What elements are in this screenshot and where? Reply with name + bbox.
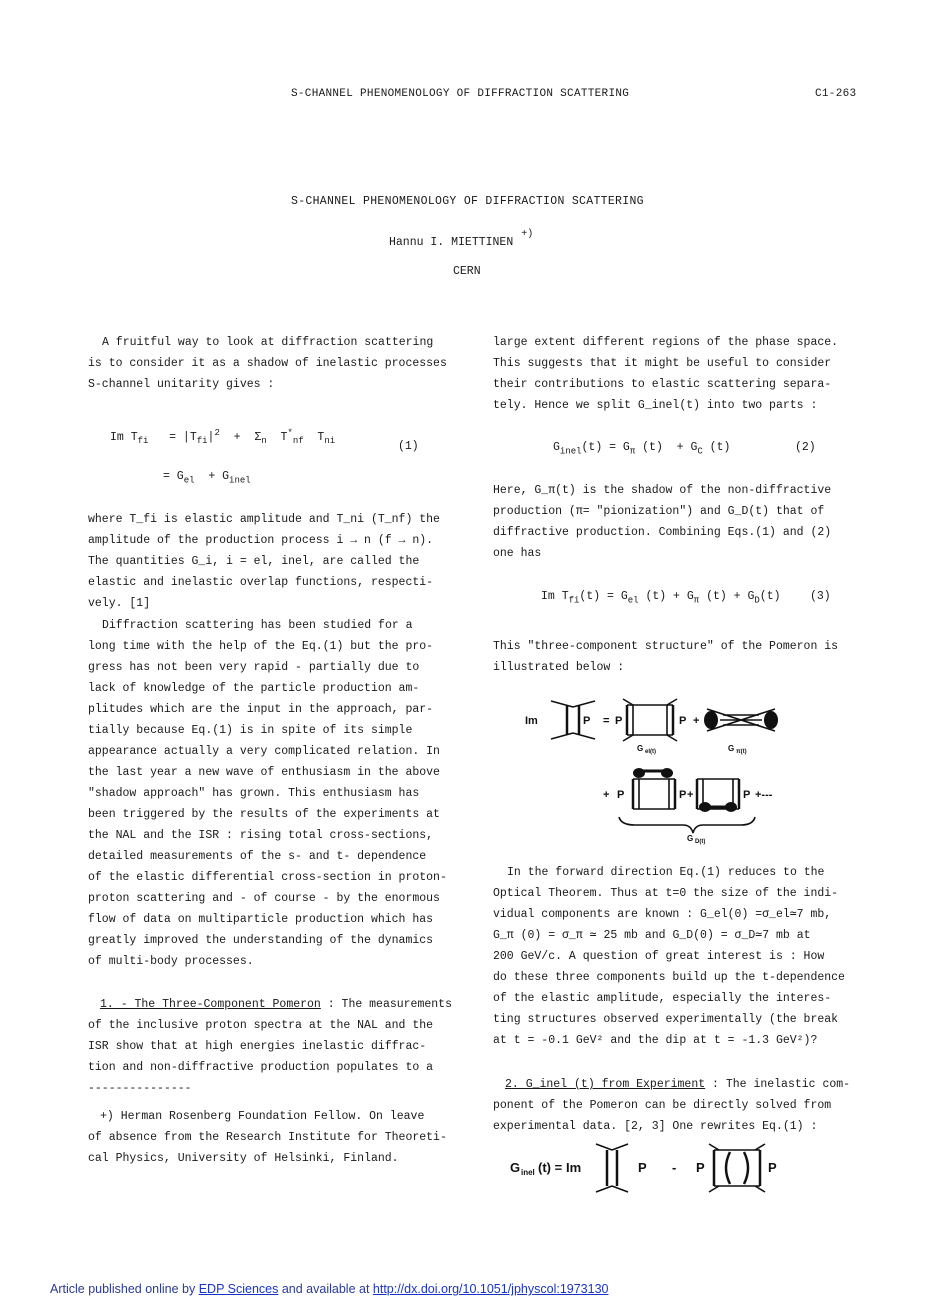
text-line: "shadow approach" has grown. This enthusiasm has xyxy=(88,787,420,800)
svg-text:P: P xyxy=(615,715,623,727)
footnote-separator: --------------- xyxy=(88,1082,192,1095)
text-line: long time with the help of the Eq.(1) but the pro- xyxy=(88,640,434,653)
equation-2: $G_{inel}(t) = G_\pi$ $(t) + G_C$ (t) xyxy=(553,441,731,457)
text-line: ting structures observed experimentally (the break xyxy=(493,1013,839,1026)
text-line: one has xyxy=(493,547,542,560)
svg-text:Im: Im xyxy=(525,715,538,727)
publisher-link[interactable]: EDP Sciences xyxy=(198,1282,279,1296)
text-line: of the elastic amplitude, especially the interes- xyxy=(493,992,832,1005)
text-line: ISR show that at high energies inelastic diffrac- xyxy=(88,1040,427,1053)
svg-text:Im: Im xyxy=(566,1160,582,1175)
svg-text:+---: +--- xyxy=(755,789,773,801)
text-line: where T_fi is elastic amplitude and T_ni (T_nf) the xyxy=(88,513,440,526)
svg-text:P: P xyxy=(679,789,687,801)
svg-text:-: - xyxy=(672,1160,677,1175)
text-line: Diffraction scattering has been studied for a xyxy=(102,619,413,632)
svg-text:P: P xyxy=(743,789,751,801)
text-line: proton scattering and - of course - by the enormous xyxy=(88,892,440,905)
author-footnote-mark: +) xyxy=(521,229,534,240)
text-line: A fruitful way to look at diffraction scattering xyxy=(102,336,434,349)
text-line: elastic and inelastic overlap functions, respecti- xyxy=(88,576,434,589)
text-line: ponent of the Pomeron can be directly solved from xyxy=(493,1099,832,1112)
svg-text:P: P xyxy=(679,715,687,727)
svg-text:inel: inel xyxy=(521,1168,535,1177)
svg-text:el(t): el(t) xyxy=(645,749,656,755)
footnote xyxy=(88,1106,453,1169)
footer-citation xyxy=(50,1282,608,1296)
svg-text:=: = xyxy=(603,715,610,727)
right-column-p2 xyxy=(493,480,858,564)
svg-text:(t) =: (t) = xyxy=(538,1160,563,1175)
text-line: illustrated below : xyxy=(493,661,625,674)
section-1-heading: 1. - The Three-Component Pomeron xyxy=(100,998,321,1011)
svg-text:P: P xyxy=(617,789,625,801)
text-line: : The inelastic com- xyxy=(705,1078,851,1091)
right-column-p4 xyxy=(493,862,858,1051)
equation-1-line2: = $G_{el} + G_{inel}$ xyxy=(163,470,251,486)
text-line: Optical Theorem. Thus at t=0 the size of the indi- xyxy=(493,887,839,900)
text-line: In the forward direction Eq.(1) reduces to the xyxy=(507,866,825,879)
equation-1-line1: Im $T_{fi} = |T_{fi}|^2 + \Sigma_n$ $T^*_{nf}$ $T_{ni}$ xyxy=(110,428,336,447)
equation-2-number: (2) xyxy=(795,441,816,454)
text-line: 200 GeV/c. A question of great interest is : How xyxy=(493,950,825,963)
svg-text:G: G xyxy=(637,744,644,753)
text-line: production (π= "pionization") and G_D(t) that of xyxy=(493,505,825,518)
text-line: S-channel unitarity gives : xyxy=(88,378,275,391)
text-line: G_π (0) = σ_π ≃ 25 mb and G_D(0) = σ_D≃7 mb at xyxy=(493,929,811,942)
text-line: vidual components are known : G_el(0) =σ_el≃7 mb, xyxy=(493,908,832,921)
left-column-p3 xyxy=(88,615,453,972)
text-line: vely. [1] xyxy=(88,597,151,610)
svg-text:+: + xyxy=(687,789,694,801)
svg-text:P: P xyxy=(583,715,591,727)
text-line: tially because Eq.(1) is in spite of its simple xyxy=(88,724,413,737)
text-line: tely. Hence we split G_inel(t) into two parts : xyxy=(493,399,818,412)
text-line: gress has not been very rapid - partially due to xyxy=(88,661,420,674)
affiliation: CERN xyxy=(453,265,481,278)
text-line: Here, G_π(t) is the shadow of the non-diffractive xyxy=(493,484,832,497)
text-line: This suggests that it might be useful to consider xyxy=(493,357,832,370)
svg-text:G: G xyxy=(510,1160,521,1175)
text-line: of multi-body processes. xyxy=(88,955,254,968)
svg-text:P: P xyxy=(768,1160,777,1175)
text-line: the last year a new wave of enthusiasm in the above xyxy=(88,766,440,779)
text-line: of absence from the Research Institute for Theoreti- xyxy=(88,1131,447,1144)
text-line: tion and non-diffractive production populates to a xyxy=(88,1061,434,1074)
text-line: +) Herman Rosenberg Foundation Fellow. On leave xyxy=(100,1110,425,1123)
author-name: Hannu I. MIETTINEN+) xyxy=(389,229,534,249)
svg-text:G: G xyxy=(687,834,694,843)
text-line: their contributions to elastic scattering separa- xyxy=(493,378,832,391)
text-line: greatly improved the understanding of the dynamics xyxy=(88,934,434,947)
text-line: diffractive production. Combining Eqs.(1) and (2) xyxy=(493,526,832,539)
equation-1-number: (1) xyxy=(398,440,419,453)
svg-text:G: G xyxy=(728,744,735,753)
text-line: detailed measurements of the s- and t- dependence xyxy=(88,850,427,863)
text-line: appearance actually a very complicated relation. In xyxy=(88,745,440,758)
equation-3-number: (3) xyxy=(810,590,831,603)
svg-text:+: + xyxy=(693,715,700,727)
footer-middle: and available at xyxy=(278,1282,373,1296)
svg-text:P: P xyxy=(696,1160,705,1175)
text-line: This "three-component structure" of the Pomeron is xyxy=(493,640,839,653)
svg-text:π(t): π(t) xyxy=(736,749,747,755)
section-2 xyxy=(493,1074,858,1137)
text-line: at t = -0.1 GeV² and the dip at t = -1.3 GeV²)? xyxy=(493,1034,818,1047)
text-line: experimental data. [2, 3] One rewrites Eq.(1) : xyxy=(493,1120,818,1133)
page-number: C1-263 xyxy=(815,88,857,100)
text-line: The quantities G_i, i = el, inel, are called the xyxy=(88,555,420,568)
text-line: is to consider it as a shadow of inelastic processes xyxy=(88,357,447,370)
left-column xyxy=(88,332,453,395)
pomeron-diagram xyxy=(515,695,815,845)
text-line: large extent different regions of the phase space. xyxy=(493,336,839,349)
equation-3: Im $T_{fi}(t) = G_{el}$ $(t) + G_\pi$ $(t) + G_D(t)$ xyxy=(541,590,781,606)
text-line: : The measurements xyxy=(320,998,452,1011)
section-1 xyxy=(88,994,453,1099)
svg-text:P: P xyxy=(638,1160,647,1175)
right-column-p3 xyxy=(493,636,858,678)
text-line: amplitude of the production process i → n (f → n). xyxy=(88,534,434,547)
text-line: of the inclusive proton spectra at the NAL and the xyxy=(88,1019,434,1032)
running-title: S-CHANNEL PHENOMENOLOGY OF DIFFRACTION SCATTERING xyxy=(291,88,630,100)
paper-title: S-CHANNEL PHENOMENOLOGY OF DIFFRACTION SCATTERING xyxy=(291,195,644,208)
section-2-heading: 2. G_inel (t) from Experiment xyxy=(505,1078,706,1091)
svg-text:D(t): D(t) xyxy=(695,839,706,845)
doi-link[interactable]: http://dx.doi.org/10.1051/jphyscol:1973130 xyxy=(372,1282,609,1296)
footer-prefix: Article published online by xyxy=(50,1282,199,1296)
text-line: flow of data on multiparticle production which has xyxy=(88,913,434,926)
left-column-p2 xyxy=(88,509,453,614)
svg-text:+: + xyxy=(603,789,610,801)
text-line: of the elastic differential cross-section in proton- xyxy=(88,871,447,884)
text-line: lack of knowledge of the particle production am- xyxy=(88,682,420,695)
right-column-p1 xyxy=(493,332,858,416)
text-line: been triggered by the results of the experiments at xyxy=(88,808,440,821)
text-line: do these three components build up the t-dependence xyxy=(493,971,845,984)
text-line: cal Physics, University of Helsinki, Finland. xyxy=(88,1152,399,1165)
text-line: plitudes which are the input in the approach, par- xyxy=(88,703,434,716)
ginel-diagram xyxy=(500,1140,800,1200)
text-line: the NAL and the ISR : rising total cross-sections, xyxy=(88,829,434,842)
